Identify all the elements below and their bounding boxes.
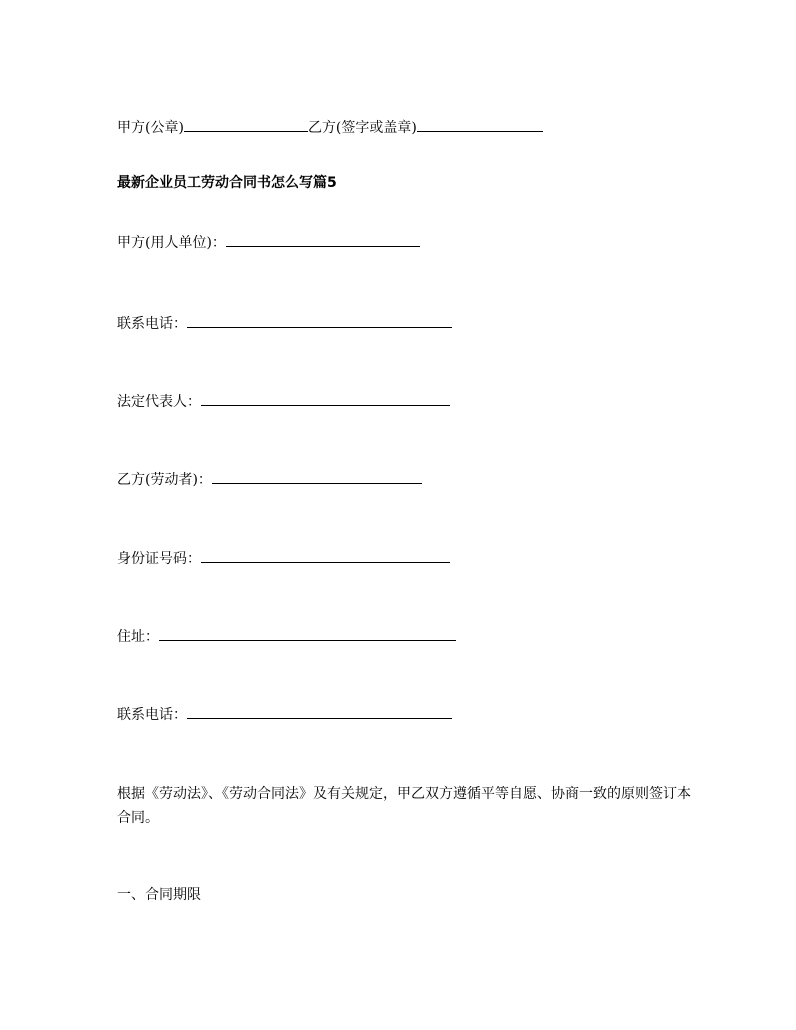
address-blank (159, 626, 456, 641)
employee-blank (212, 469, 422, 484)
party-b-sign-blank (417, 117, 543, 132)
id-number-field (117, 548, 450, 569)
intro-paragraph: 根据《劳动法》、《劳动合同法》及有关规定，甲乙双方遵循平等自愿、协商一致的原则签订本合同。 (117, 786, 691, 826)
party-a-seal-blank (184, 117, 308, 132)
employee-phone-field (117, 704, 452, 725)
legal-rep-label: 法定代表人： (117, 394, 201, 410)
address-label: 住址： (117, 629, 159, 645)
clause-1-title: 一、合同期限 (117, 887, 201, 903)
id-number-blank (201, 548, 450, 563)
id-number-label: 身份证号码： (117, 551, 201, 567)
address-field (117, 626, 456, 647)
legal-rep-field (117, 391, 450, 412)
legal-rep-blank (201, 391, 450, 406)
employer-phone-field (117, 313, 452, 334)
section-title: 最新企业员工劳动合同书怎么写篇5 (117, 175, 337, 191)
employer-blank (226, 232, 420, 247)
employee-phone-blank (187, 704, 452, 719)
employee-phone-label: 联系电话： (117, 707, 187, 723)
employer-field (117, 232, 420, 253)
employer-phone-blank (187, 313, 452, 328)
party-a-seal-label: 甲方(公章) (117, 120, 184, 136)
employer-phone-label: 联系电话： (117, 316, 187, 332)
party-b-sign-label: 乙方(签字或盖章) (307, 120, 417, 136)
employer-label: 甲方(用人单位)： (117, 235, 226, 251)
employee-field (117, 469, 422, 490)
employee-label: 乙方(劳动者)： (117, 472, 212, 488)
signature-line (117, 117, 543, 138)
